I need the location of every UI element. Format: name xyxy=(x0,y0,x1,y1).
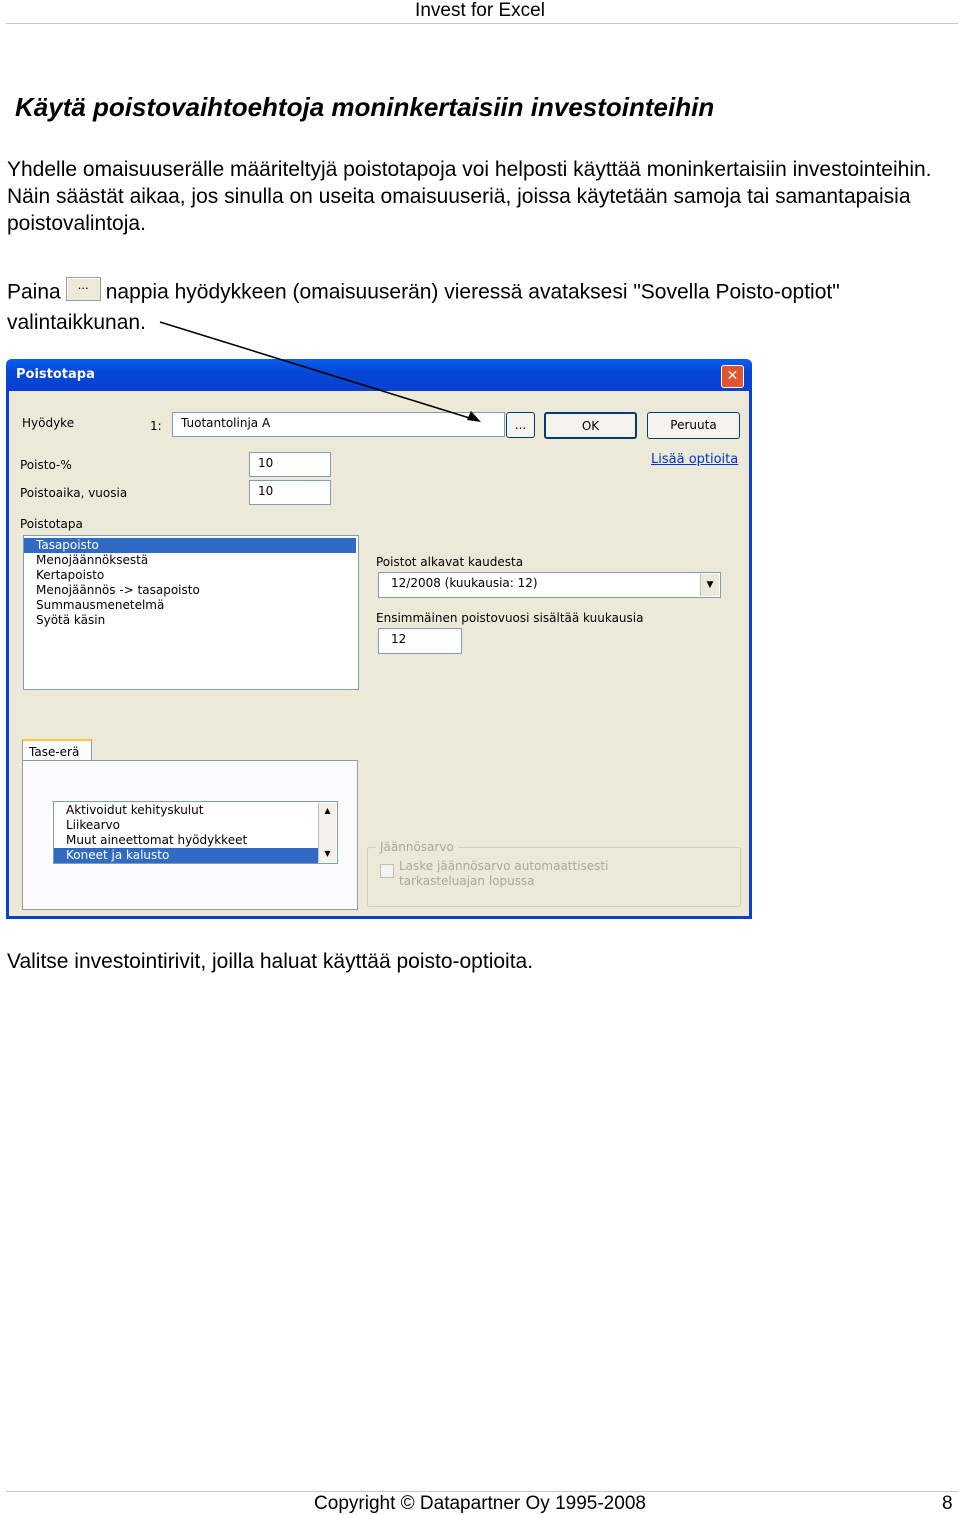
method-item[interactable]: Syötä käsin xyxy=(36,613,106,627)
header-title: Invest for Excel xyxy=(415,0,545,21)
cancel-button[interactable]: Peruuta xyxy=(647,412,740,439)
residual-group-label: Jäännösarvo xyxy=(376,840,458,854)
intro-paragraph: Yhdelle omaisuuserälle määriteltyjä poistotapoja voi helposti käyttää moninkertaisiin investointeihin. Näin säästät aikaa, jos sinulla on useita omaisuuseriä, joissa käytetään samoja tai samantapaisia poistovalintoja. xyxy=(7,158,932,235)
method-item[interactable]: Kertapoisto xyxy=(36,568,105,582)
ellipsis-button-illustration: ... xyxy=(66,277,101,301)
balance-item[interactable]: Koneet ja kalusto xyxy=(54,848,318,863)
balance-item[interactable]: Aktivoidut kehityskulut xyxy=(66,803,204,817)
page-number: 8 xyxy=(942,1493,953,1514)
closing-paragraph: Valitse investointirivit, joilla haluat käyttää poisto-optioita. xyxy=(7,950,534,973)
period-label: Poistoaika, vuosia xyxy=(20,486,128,500)
asset-dots-button[interactable]: ... xyxy=(506,412,535,438)
method-item[interactable]: Menojäännöksestä xyxy=(36,553,149,567)
method-label: Poistotapa xyxy=(20,517,83,531)
start-period-label: Poistot alkavat kaudesta xyxy=(376,555,524,569)
footer-copyright: Copyright © Datapartner Oy 1995-2008 xyxy=(314,1493,646,1514)
first-year-input[interactable]: 12 xyxy=(378,628,462,654)
first-year-label: Ensimmäinen poistovuosi sisältää kuukausia xyxy=(376,611,644,625)
section-heading: Käytä poistovaihtoehtoja moninkertaisiin investointeihin xyxy=(15,92,715,122)
add-options-link[interactable]: Lisää optioita xyxy=(651,452,739,467)
method-item[interactable]: Tasapoisto xyxy=(24,538,356,553)
start-period-value: 12/2008 (kuukausia: 12) xyxy=(391,576,538,590)
close-icon[interactable]: ✕ xyxy=(721,365,744,388)
rate-input[interactable]: 10 xyxy=(249,452,331,477)
instruction-text-before: Paina xyxy=(7,280,61,304)
rate-label: Poisto-% xyxy=(20,458,72,472)
balance-item[interactable]: Liikearvo xyxy=(66,818,120,832)
chevron-down-icon[interactable]: ▼ xyxy=(700,574,719,596)
asset-label: Hyödyke xyxy=(22,416,75,430)
method-item[interactable]: Menojäännös -> tasapoisto xyxy=(36,583,200,597)
tab-balance-item[interactable]: Tase-erä xyxy=(22,739,92,761)
scroll-down-icon[interactable]: ▼ xyxy=(324,849,331,858)
instruction-text-after: nappia hyödykkeen (omaisuuserän) vieressä avataksesi "Sovella Poisto-optiot" valintaikkunan. xyxy=(7,280,840,334)
period-input[interactable]: 10 xyxy=(249,480,331,505)
asset-input[interactable]: Tuotantolinja A xyxy=(172,412,505,437)
asset-index: 1: xyxy=(150,419,162,433)
scroll-up-icon[interactable]: ▲ xyxy=(324,806,331,815)
ok-button[interactable]: OK xyxy=(544,412,637,439)
footer-divider xyxy=(6,1491,958,1492)
residual-checkbox-label: Laske jäännösarvo automaattisesti tarkasteluajan lopussa xyxy=(399,859,609,888)
balance-item[interactable]: Muut aineettomat hyödykkeet xyxy=(66,833,248,847)
dialog-title: Poistotapa xyxy=(16,367,95,382)
method-item[interactable]: Summausmenetelmä xyxy=(36,598,165,612)
